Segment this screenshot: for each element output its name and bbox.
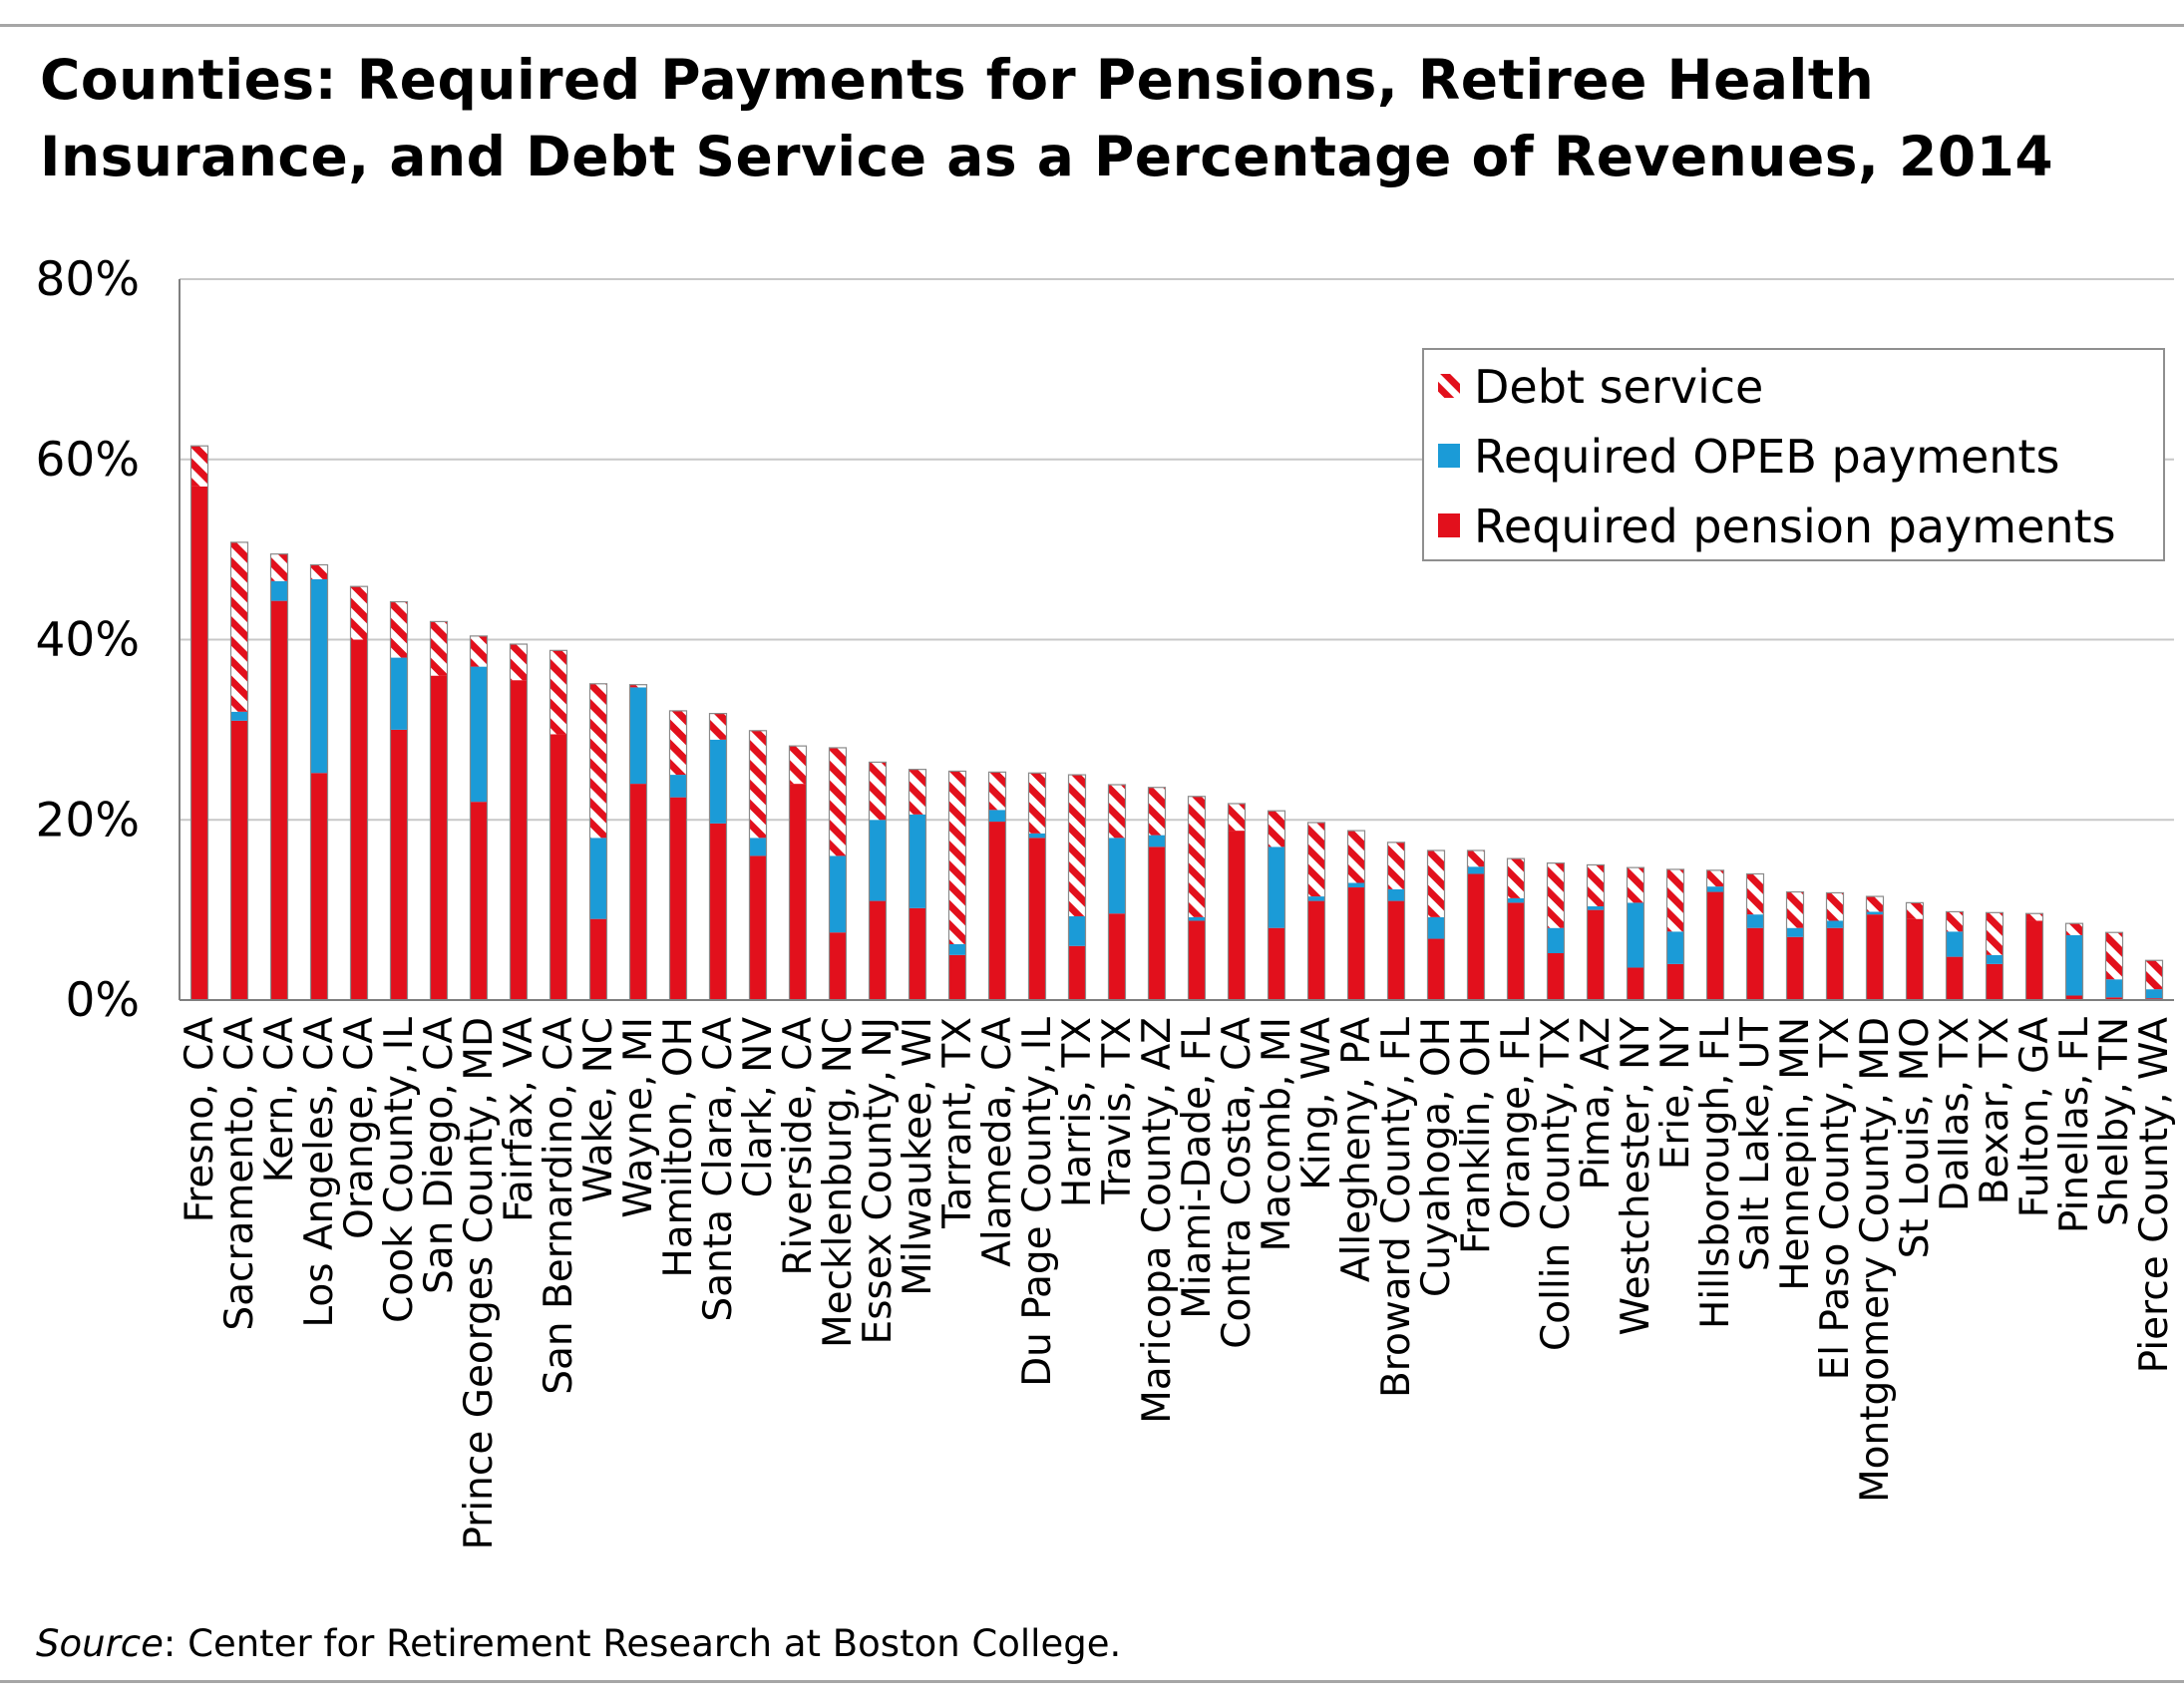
y-tick-label: 80% — [35, 252, 140, 307]
bar-debt — [949, 771, 966, 944]
x-tick-label: Harris, TX — [1055, 1017, 1100, 1208]
bar-pension — [710, 824, 727, 1000]
y-tick-label: 0% — [65, 973, 140, 1028]
bar-debt — [1388, 843, 1405, 889]
legend-label: Required OPEB payments — [1474, 430, 2060, 484]
bar-opeb — [391, 658, 408, 730]
bar-opeb — [1588, 906, 1605, 910]
bar-debt — [910, 770, 926, 815]
bar-opeb — [949, 944, 966, 955]
bar-debt — [231, 542, 248, 712]
bar-pension — [471, 802, 488, 1000]
bar-debt — [1867, 896, 1884, 911]
bar-opeb — [1508, 898, 1525, 903]
bar-opeb — [2066, 935, 2083, 996]
bar-debt — [1947, 911, 1964, 931]
bar-debt — [2026, 913, 2043, 920]
legend — [1423, 349, 2164, 560]
bar-debt — [1588, 864, 1605, 906]
x-tick-label: Salt Lake, UT — [1733, 1017, 1778, 1272]
bar-opeb — [670, 775, 687, 798]
bar-opeb — [1707, 886, 1724, 891]
bar-opeb — [1149, 836, 1166, 848]
bar-debt — [1747, 873, 1764, 914]
x-tick-label: Prince Georges County, MD — [457, 1017, 502, 1550]
bar-opeb — [870, 820, 887, 900]
bar-debt — [311, 564, 328, 578]
x-tick-label: Du Page County, IL — [1015, 1017, 1060, 1387]
x-tick-label: Travis, TX — [1095, 1017, 1140, 1204]
x-tick-label: Sacramento, CA — [217, 1017, 262, 1331]
bar-debt — [391, 602, 408, 658]
bar-pension — [1747, 928, 1764, 1000]
bar-pension — [1827, 928, 1844, 1000]
x-tick-label: Hamilton, OH — [656, 1017, 701, 1278]
x-tick-label: Collin County, TX — [1534, 1017, 1579, 1351]
bar-debt — [1308, 823, 1325, 896]
bar-pension — [391, 730, 408, 1000]
x-tick-label: Contra Costa, CA — [1215, 1017, 1260, 1349]
source-label: Source — [36, 1622, 164, 1665]
bar-opeb — [1348, 883, 1365, 888]
bar-opeb — [1388, 889, 1405, 901]
bar-pension — [949, 955, 966, 1000]
x-tick-label: St Louis, MO — [1893, 1017, 1938, 1259]
legend-swatch — [1438, 444, 1460, 468]
bar-debt — [1269, 811, 1285, 847]
bar-pension — [511, 680, 528, 1000]
bar-pension — [1947, 957, 1964, 1000]
x-tick-label: Kern, CA — [257, 1017, 302, 1184]
bar-pension — [1229, 831, 1246, 1000]
bar-pension — [1588, 910, 1605, 1000]
bar-debt — [1428, 850, 1445, 917]
bar-debt — [1707, 870, 1724, 886]
x-tick-label: Essex County, NJ — [856, 1017, 901, 1345]
bar-pension — [550, 734, 567, 1000]
x-tick-label: Clark, NV — [736, 1017, 781, 1198]
x-tick-label: Pinellas, FL — [2052, 1017, 2097, 1234]
bar-opeb — [2106, 979, 2123, 997]
x-tick-label: Milwaukee, WI — [896, 1017, 940, 1296]
bar-opeb — [1827, 920, 1844, 927]
bar-debt — [1149, 788, 1166, 836]
bar-debt — [1508, 858, 1525, 898]
x-tick-label: Fairfax, VA — [497, 1017, 542, 1222]
bar-opeb — [1787, 928, 1804, 937]
bar-debt — [2106, 932, 2123, 979]
bar-opeb — [231, 712, 248, 721]
bar-debt — [1348, 831, 1365, 882]
bar-pension — [670, 798, 687, 1000]
bar-pension — [1707, 892, 1724, 1000]
bar-debt — [1109, 785, 1126, 838]
source-text: : Center for Retirement Research at Boston College. — [163, 1622, 1122, 1665]
bar-opeb — [271, 581, 288, 601]
bar-pension — [830, 932, 847, 1000]
bar-debt — [1468, 850, 1485, 866]
x-tick-label: Macomb, MI — [1255, 1017, 1299, 1252]
bar-debt — [790, 746, 807, 784]
bar-pension — [1109, 913, 1126, 1000]
bar-debt — [1827, 892, 1844, 920]
bar-opeb — [910, 815, 926, 908]
bar-pension — [1308, 901, 1325, 1000]
y-tick-label: 60% — [35, 432, 140, 488]
x-tick-label: Hennepin, MN — [1773, 1017, 1818, 1291]
bar-debt — [1787, 892, 1804, 928]
bar-opeb — [1069, 916, 1086, 946]
bar-pension — [790, 784, 807, 1000]
legend-swatch — [1438, 374, 1460, 398]
x-tick-label: Orange, FL — [1494, 1017, 1539, 1230]
bar-debt — [511, 644, 528, 680]
source-note — [36, 1622, 1121, 1665]
bar-debt — [2066, 923, 2083, 935]
bar-pension — [1428, 939, 1445, 1000]
bar-debt — [271, 554, 288, 581]
bar-opeb — [1189, 917, 1206, 921]
x-tick-label: King, WA — [1294, 1017, 1339, 1190]
bar-opeb — [1947, 931, 1964, 956]
bar-debt — [750, 731, 767, 839]
bar-debt — [1069, 775, 1086, 916]
x-tick-label: San Diego, CA — [417, 1017, 462, 1294]
bar-debt — [191, 446, 208, 487]
bar-opeb — [1308, 896, 1325, 901]
bar-debt — [1907, 902, 1924, 918]
bar-opeb — [471, 667, 488, 803]
bar-opeb — [1867, 911, 1884, 914]
bar-debt — [1029, 773, 1046, 834]
bar-pension — [1508, 902, 1525, 1000]
bar-opeb — [1747, 914, 1764, 928]
x-tick-label: Santa Clara, CA — [696, 1017, 741, 1322]
bar-pension — [191, 487, 208, 1000]
bar-opeb — [590, 838, 607, 918]
x-tick-label: Maricopa County, AZ — [1135, 1017, 1180, 1424]
x-tick-label: Wake, NC — [576, 1017, 621, 1203]
bar-pension — [1269, 928, 1285, 1000]
bar-opeb — [1548, 928, 1565, 953]
bar-pension — [1628, 967, 1644, 1000]
bar-pension — [1867, 914, 1884, 1000]
bar-opeb — [311, 579, 328, 773]
x-tick-label: Orange, CA — [337, 1017, 382, 1239]
x-axis-tick-labels — [178, 1017, 2177, 1550]
bar-opeb — [1628, 902, 1644, 967]
bar-opeb — [989, 810, 1006, 822]
bar-pension — [351, 640, 368, 1001]
bar-pension — [870, 901, 887, 1000]
bar-pension — [431, 676, 448, 1000]
bar-opeb — [1428, 917, 1445, 939]
bar-debt — [431, 621, 448, 675]
bar-opeb — [1109, 838, 1126, 913]
chart-title-line-1: Counties: Required Payments for Pensions, Retiree Health — [40, 48, 1875, 112]
legend-swatch — [1438, 513, 1460, 537]
bar-debt — [870, 762, 887, 820]
legend-label: Debt service — [1474, 360, 1764, 414]
bar-debt — [1229, 804, 1246, 831]
x-tick-label: Franklin, OH — [1454, 1017, 1499, 1255]
bar-pension — [1069, 946, 1086, 1000]
x-tick-label: Alameda, CA — [975, 1017, 1020, 1267]
legend-label: Required pension payments — [1474, 500, 2116, 553]
bar-debt — [2146, 960, 2163, 989]
x-tick-label: Fresno, CA — [178, 1017, 222, 1223]
x-tick-label: Dallas, TX — [1933, 1017, 1978, 1212]
x-tick-label: Pierce County, WA — [2132, 1017, 2177, 1374]
bottom-rule — [0, 1680, 2184, 1683]
chart-title-line-2: Insurance, and Debt Service as a Percentage of Revenues, 2014 — [40, 125, 2054, 188]
x-tick-label: Montgomery County, MD — [1853, 1017, 1898, 1504]
x-tick-label: Allegheny, PA — [1334, 1017, 1379, 1283]
bar-pension — [1149, 847, 1166, 1000]
x-tick-label: Cuyahoga, OH — [1414, 1017, 1459, 1297]
x-tick-label: Miami-Dade, FL — [1175, 1017, 1220, 1319]
bar-debt — [1667, 869, 1684, 931]
bar-opeb — [750, 838, 767, 855]
bar-pension — [590, 919, 607, 1000]
x-tick-label: Tarrant, TX — [935, 1017, 980, 1228]
bar-debt — [590, 684, 607, 839]
bar-opeb — [710, 740, 727, 824]
x-tick-label: El Paso County, TX — [1813, 1017, 1858, 1381]
bar-pension — [311, 773, 328, 1000]
bar-pension — [1787, 937, 1804, 1000]
bar-pension — [1907, 919, 1924, 1000]
bar-debt — [989, 772, 1006, 810]
bar-debt — [471, 636, 488, 667]
bar-pension — [1548, 953, 1565, 1000]
y-tick-label: 20% — [35, 793, 140, 848]
x-tick-label: Wayne, MI — [616, 1017, 661, 1218]
bar-pension — [1667, 964, 1684, 1000]
bar-pension — [1348, 887, 1365, 1000]
bar-debt — [1628, 867, 1644, 902]
x-tick-label: Riverside, CA — [776, 1017, 821, 1276]
bar-pension — [1388, 901, 1405, 1000]
bar-debt — [351, 586, 368, 639]
bar-pension — [910, 908, 926, 1000]
bar-opeb — [830, 855, 847, 932]
bar-pension — [1029, 838, 1046, 1000]
bar-opeb — [2146, 989, 2163, 998]
bar-pension — [750, 855, 767, 1000]
bar-pension — [630, 784, 647, 1000]
bar-pension — [1468, 873, 1485, 1000]
bar-opeb — [1029, 834, 1046, 839]
x-tick-label: Fulton, GA — [2012, 1017, 2057, 1218]
bar-opeb — [1987, 955, 2003, 964]
y-tick-label: 40% — [35, 612, 140, 668]
y-axis-tick-labels — [36, 252, 140, 1028]
x-tick-label: Cook County, IL — [377, 1017, 422, 1323]
bar-debt — [710, 714, 727, 740]
x-tick-label: Bexar, TX — [1973, 1017, 2017, 1205]
bar-pension — [1189, 920, 1206, 1000]
x-tick-label: Hillsborough, FL — [1693, 1017, 1738, 1329]
x-tick-label: Westchester, NY — [1614, 1017, 1658, 1336]
bar-pension — [1987, 964, 2003, 1000]
bar-pension — [989, 822, 1006, 1000]
bar-debt — [670, 711, 687, 775]
bar-debt — [550, 650, 567, 734]
x-tick-label: Los Angeles, CA — [297, 1017, 342, 1328]
bar-debt — [830, 748, 847, 855]
bar-opeb — [630, 687, 647, 784]
x-tick-label: Erie, NY — [1653, 1017, 1698, 1171]
x-tick-label: San Bernardino, CA — [537, 1017, 581, 1395]
bar-pension — [231, 721, 248, 1000]
bar-debt — [1987, 912, 2003, 954]
bar-opeb — [1468, 866, 1485, 873]
bar-debt — [1189, 797, 1206, 917]
bar-pension — [2026, 920, 2043, 1000]
x-tick-label: Pima, AZ — [1574, 1017, 1619, 1190]
bar-pension — [271, 601, 288, 1000]
x-tick-label: Broward County, FL — [1374, 1017, 1419, 1398]
bar-opeb — [1667, 931, 1684, 964]
bar-debt — [1548, 863, 1565, 928]
x-tick-label: Shelby, TN — [2092, 1017, 2137, 1226]
bar-opeb — [1269, 847, 1285, 927]
x-tick-label: Mecklenburg, NC — [816, 1017, 861, 1348]
